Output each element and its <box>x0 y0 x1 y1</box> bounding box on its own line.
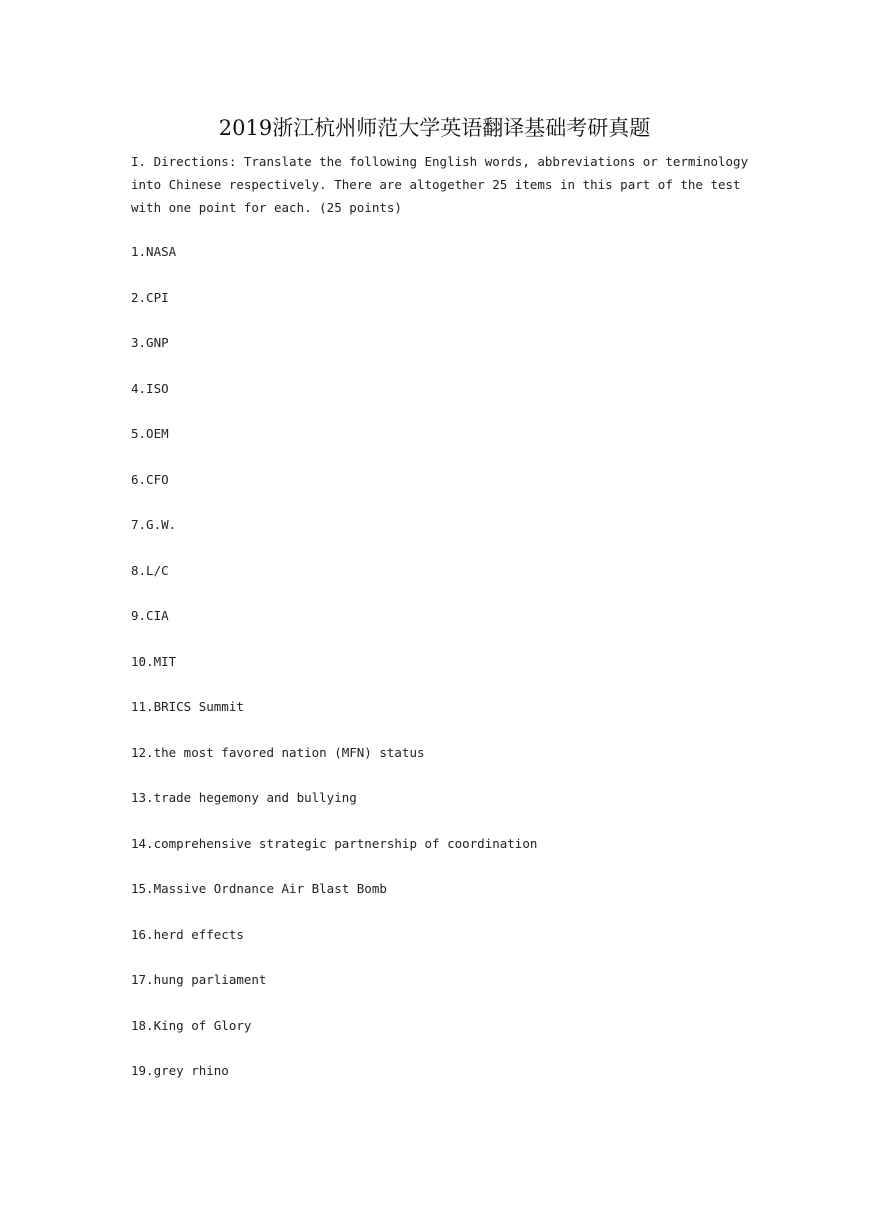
list-item: 8.L/C <box>131 562 169 578</box>
list-item: 3.GNP <box>131 335 169 350</box>
document-title: 2019浙江杭州师范大学英语翻译基础考研真题 <box>218 116 651 140</box>
list-item: 18.King of Glory <box>131 1017 252 1033</box>
translation-item-list <box>131 241 751 1106</box>
list-item: 10.MIT <box>131 653 177 669</box>
list-item: 11.BRICS Summit <box>131 699 244 714</box>
list-item: 2.CPI <box>131 289 169 305</box>
list-item: 9.CIA <box>131 608 169 623</box>
list-item: 15.Massive Ordnance Air Blast Bomb <box>131 881 387 896</box>
directions-line: with one point for each. (25 points) <box>131 200 402 215</box>
list-item: 14.comprehensive strategic partnership of coordination <box>131 835 538 851</box>
list-item: 4.ISO <box>131 380 169 396</box>
list-item: 17.hung parliament <box>131 972 267 987</box>
directions-line: into Chinese respectively. There are altogether 25 items in this part of the test <box>131 177 741 192</box>
list-item: 5.OEM <box>131 426 169 441</box>
directions-paragraph <box>131 150 749 219</box>
list-item: 7.G.W. <box>131 517 177 532</box>
list-item: 6.CFO <box>131 471 169 487</box>
list-item: 13.trade hegemony and bullying <box>131 790 357 805</box>
list-item: 12.the most favored nation (MFN) status <box>131 744 425 760</box>
list-item: 16.herd effects <box>131 926 244 942</box>
list-item: 19.grey rhino <box>131 1063 229 1078</box>
directions-line: I. Directions: Translate the following English words, abbreviations or terminology <box>131 154 749 169</box>
list-item: 1.NASA <box>131 244 177 259</box>
